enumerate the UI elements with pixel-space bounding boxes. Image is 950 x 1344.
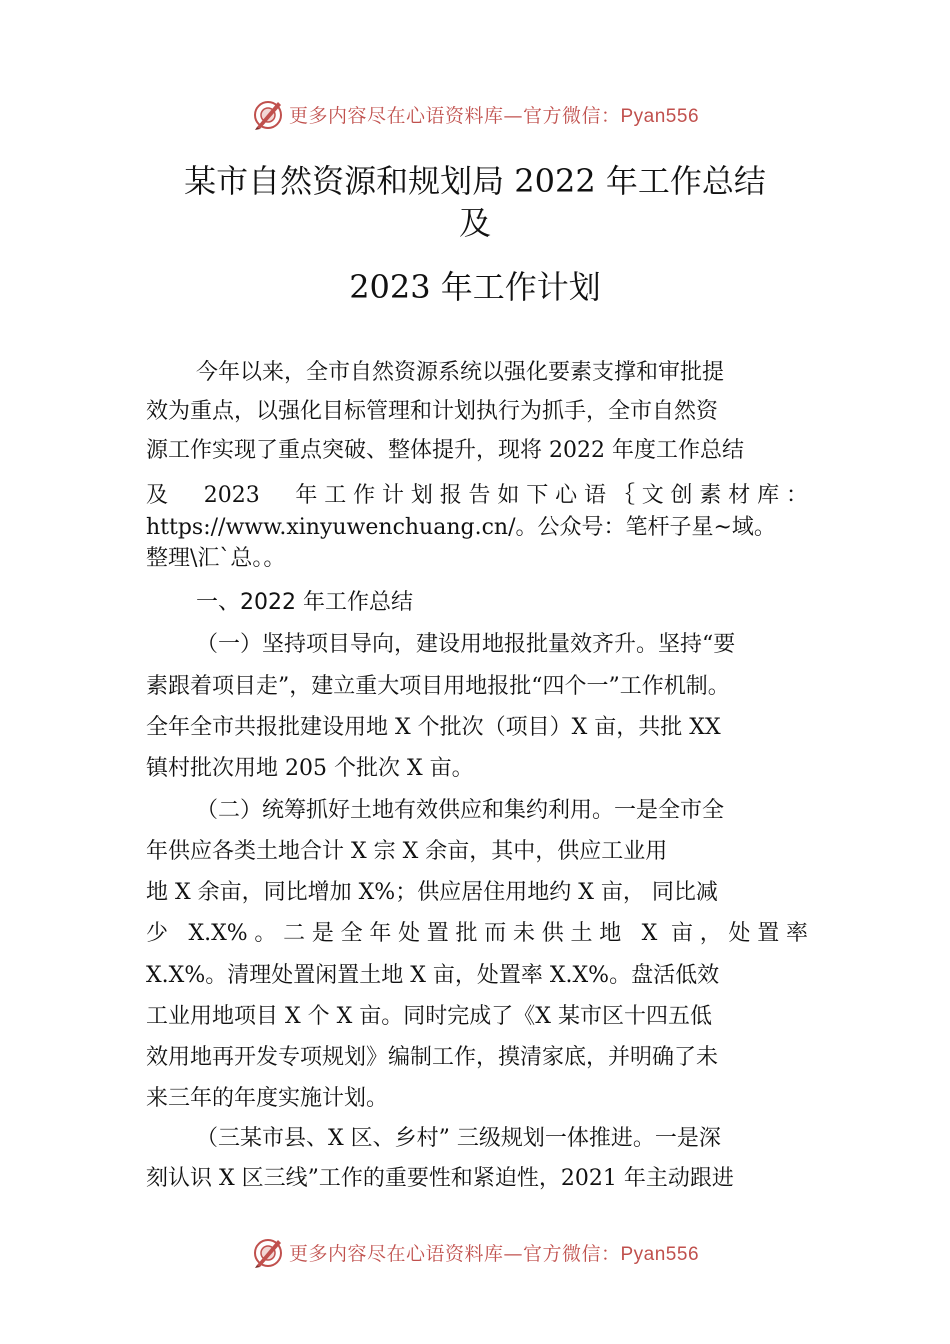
watermark-text-cn: 更多内容尽在心语资料库—官方微信： bbox=[288, 1242, 621, 1265]
para2-line: 地 X 余亩，同比增加 X%；供应居住用地约 X 亩， 同比减 bbox=[146, 880, 718, 905]
intro-line: 源工作实现了重点突破、整体提升，现将 2022 年度工作总结 bbox=[146, 438, 744, 463]
document-title-line-1: 某市自然资源和规划局 2022 年工作总结 bbox=[184, 162, 766, 200]
document-title-line-2: 及 bbox=[458, 204, 491, 242]
para2-line: 少 X.X%。二是全年处置批而未供土地 X 亩，处置率 bbox=[146, 921, 808, 946]
intro-line: 及 2023 年工作计划报告如下心语｛文创素材库： bbox=[146, 483, 808, 508]
para1-line: 素跟着项目走”，建立重大项目用地报批“四个一”工作机制。 bbox=[146, 674, 730, 699]
pen-logo-icon bbox=[251, 1235, 285, 1269]
intro-line: 今年以来，全市自然资源系统以强化要素支撑和审批提 bbox=[196, 360, 725, 385]
para2-line: 效用地再开发专项规划》编制工作，摸清家底，并明确了未 bbox=[146, 1045, 719, 1070]
watermark-banner-bottom bbox=[0, 1232, 950, 1272]
para1-line: 镇村批次用地 205 个批次 X 亩。 bbox=[146, 756, 474, 781]
document-title-line-3: 2023 年工作计划 bbox=[349, 268, 601, 306]
para1-line: 全年全市共报批建设用地 X 个批次（项目）X 亩，共批 XX bbox=[146, 715, 721, 740]
intro-line: 整理\汇`总。。 bbox=[146, 546, 286, 571]
watermark-text-id: Pyan556 bbox=[620, 1243, 700, 1265]
section-heading: 一、2022 年工作总结 bbox=[196, 590, 413, 615]
watermark-banner-top bbox=[0, 94, 950, 134]
intro-line: 效为重点，以强化目标管理和计划执行为抓手，全市自然资 bbox=[146, 399, 719, 424]
para2-line: X.X%。清理处置闲置土地 X 亩，处置率 X.X%。盘活低效 bbox=[146, 963, 720, 988]
watermark-text-id: Pyan556 bbox=[620, 105, 700, 127]
para2-line: （二）统筹抓好土地有效供应和集约利用。一是全市全 bbox=[196, 798, 725, 823]
para1-line: （一）坚持项目导向，建设用地报批量效齐升。坚持“要 bbox=[196, 632, 736, 657]
watermark-text-cn: 更多内容尽在心语资料库—官方微信： bbox=[288, 104, 621, 127]
para3-line: 刻认识 X 区三线”工作的重要性和紧迫性，2021 年主动跟进 bbox=[146, 1166, 734, 1191]
para3-line: （三某市县、X 区、乡村” 三级规划一体推进。一是深 bbox=[196, 1126, 721, 1151]
watermark-text bbox=[289, 1239, 699, 1266]
intro-line-url: https://www.xinyuwenchuang.cn/。公众号：笔杆子星~域。 bbox=[146, 515, 776, 540]
para2-line: 来三年的年度实施计划。 bbox=[146, 1086, 389, 1111]
pen-logo-icon bbox=[251, 97, 285, 131]
para2-line: 工业用地项目 X 个 X 亩。同时完成了《X 某市区十四五低 bbox=[146, 1004, 712, 1029]
watermark-text bbox=[289, 101, 699, 128]
para2-line: 年供应各类土地合计 X 宗 X 余亩，其中，供应工业用 bbox=[146, 839, 668, 864]
